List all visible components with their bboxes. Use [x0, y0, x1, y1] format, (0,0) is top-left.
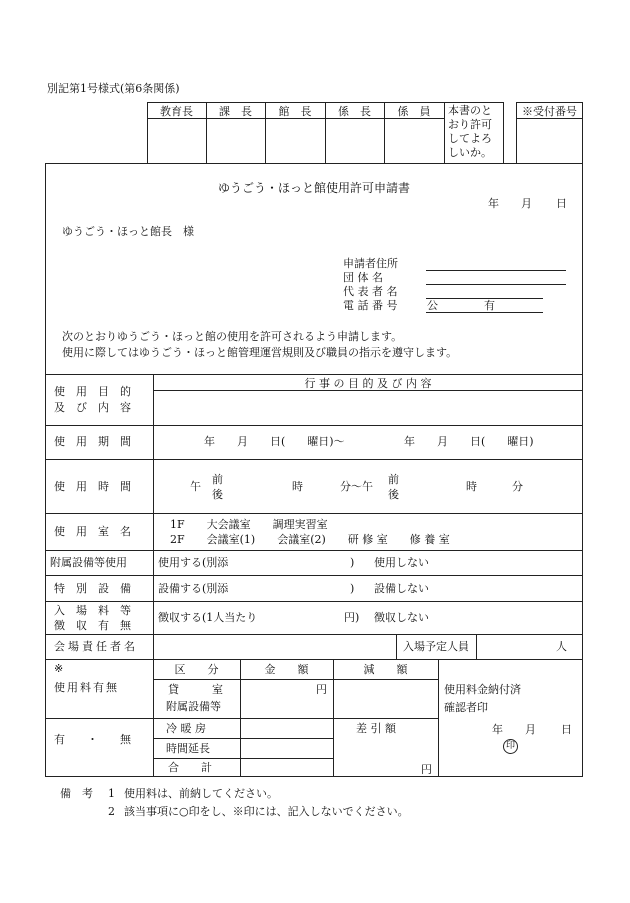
manager-label: 会場責任者名 [54, 640, 138, 653]
form-style-note: 別記第1号様式(第6条関係) [47, 82, 180, 95]
permit-note-line: してよろ [448, 132, 492, 145]
addressee: ゆうごう・ほっと館長 様 [62, 225, 194, 238]
applicant-address-field[interactable] [426, 270, 566, 271]
approval-header-section-chief: 課 長 [219, 105, 252, 118]
confirmer-seal-icon: 印 [503, 739, 518, 754]
equipment-use-option[interactable]: 使用する(別添 [158, 556, 229, 569]
permit-note-line: しいか。 [448, 146, 492, 159]
remarks-note2-number: 2 [108, 805, 115, 818]
fees-row-equipment: 附属設備等 [166, 700, 221, 713]
applicant-address-label: 申請者住所 [343, 257, 398, 270]
time-start-pm[interactable]: 後 [212, 488, 223, 501]
fees-net-amount-label: 差 引 額 [356, 722, 396, 735]
approval-header-director: 館 長 [278, 105, 312, 118]
room-label: 使 用 室 名 [54, 525, 131, 538]
equipment-nouse-option[interactable]: 使用しない [374, 556, 429, 569]
fees-label-1: 使用料有無 [54, 681, 119, 694]
fees-mark: ※ [54, 662, 64, 675]
remarks-label: 備 考 [60, 787, 93, 800]
fees-label-2: 有 ・ 無 [54, 733, 131, 746]
fees-row-extension: 時間延長 [166, 742, 210, 755]
fees-confirmer-label: 確認者印 [444, 701, 488, 714]
admission-fee-label-1: 入 場 料 等 [54, 604, 131, 617]
attendance-unit: 人 [556, 640, 567, 653]
special-equipment-nouse-option[interactable]: 設備しない [374, 582, 429, 595]
approval-header-superintendent: 教育長 [160, 105, 193, 118]
room-options-1f[interactable]: 1F 大会議室 調理実習室 [170, 518, 328, 531]
fees-paid-day: 日 [561, 723, 572, 736]
time-start-hour: 時 [292, 480, 303, 493]
time-start-am[interactable]: 前 [212, 473, 223, 486]
receipt-number-field[interactable] [517, 119, 582, 163]
fees-paid-month: 月 [525, 723, 536, 736]
purpose-label-1: 使 用 目 的 [54, 385, 131, 398]
admission-fee-label-2: 徴 収 有 無 [54, 619, 131, 632]
purpose-header: 行 事 の 目 的 及 び 内 容 [304, 377, 432, 390]
request-text-line2: 使用に際してはゆうごう・ほっと館管理運営規則及び職員の指示を遵守します。 [62, 346, 458, 359]
period-label: 使 用 期 間 [54, 435, 131, 448]
special-equipment-label: 特 別 設 備 [54, 582, 131, 595]
fee-nocollect-option[interactable]: 徴収しない [374, 611, 429, 624]
approval-header-unit-chief: 係 長 [338, 105, 371, 118]
phone-private-label: 有 [484, 299, 495, 312]
purpose-field[interactable] [154, 391, 582, 425]
period-end[interactable]: 年 月 日( 曜日) [404, 435, 534, 448]
representative-name-label: 代 表 者 名 [343, 285, 398, 298]
special-equipment-use-option[interactable]: 設備する(別添 [158, 582, 229, 595]
remarks-note2: 該当事項に○印をし、※印には、記入しないでください。 [124, 805, 409, 818]
fee-collect-option[interactable]: 徴収する(1人当たり [158, 611, 258, 624]
fees-rental-yen: 円 [316, 683, 327, 696]
time-start-gozen: 午 [190, 480, 201, 493]
group-name-label: 団 体 名 [343, 271, 383, 284]
equipment-close-paren: ) [350, 556, 355, 569]
group-name-field[interactable] [426, 284, 566, 285]
time-start-minute-to: 分～午 [340, 480, 373, 493]
phone-public-label: 公 [427, 299, 438, 312]
permit-note-line: おり許可 [448, 118, 492, 131]
request-text-line1: 次のとおりゆうごう・ほっと館の使用を許可されるよう申請します。 [62, 330, 403, 343]
time-end-hour: 時 [466, 480, 477, 493]
permit-note-line: 本書のと [448, 104, 492, 117]
phone-label: 電 話 番 号 [343, 299, 398, 312]
fees-total-yen: 円 [421, 763, 432, 776]
date-year-label: 年 [488, 197, 499, 210]
approval-header-staff: 係 員 [397, 105, 431, 118]
time-end-minute: 分 [512, 480, 523, 493]
room-options-2f[interactable]: 2F 会議室(1) 会議室(2) 研 修 室 修 養 室 [170, 533, 450, 546]
fees-col-category: 区 分 [174, 663, 219, 676]
manager-name-field[interactable] [154, 635, 395, 659]
special-equipment-close-paren: ) [350, 582, 355, 595]
fee-per-person-yen: 円) [344, 611, 360, 624]
phone-field[interactable] [426, 312, 543, 313]
period-start[interactable]: 年 月 日( 曜日)～ [204, 435, 345, 448]
fees-col-amount: 金 額 [264, 663, 309, 676]
remarks-note1: 使用料は、前納してください。 [124, 787, 278, 800]
date-day-label: 日 [556, 197, 567, 210]
fees-col-reduction: 減 額 [363, 663, 408, 676]
date-month-label: 月 [521, 197, 532, 210]
attendance-label: 入場予定人員 [403, 640, 469, 653]
fees-row-total: 合 計 [168, 761, 212, 774]
equipment-label: 附属設備等使用 [50, 556, 127, 569]
time-end-am[interactable]: 前 [388, 473, 399, 486]
form-title: ゆうごう・ほっと館使用許可申請書 [217, 181, 410, 195]
receipt-number-label: ※受付番号 [522, 105, 577, 118]
fees-paid-label: 使用料金納付済 [444, 683, 521, 696]
time-label: 使 用 時 間 [54, 480, 131, 493]
fees-row-heating: 冷 暖 房 [166, 722, 206, 735]
remarks-note1-number: 1 [108, 787, 115, 800]
fees-row-rental: 貸 室 [168, 683, 223, 696]
time-end-pm[interactable]: 後 [388, 488, 399, 501]
purpose-label-2: 及 び 内 容 [54, 401, 131, 414]
fees-paid-year: 年 [492, 723, 503, 736]
attendance-field[interactable] [477, 635, 552, 659]
